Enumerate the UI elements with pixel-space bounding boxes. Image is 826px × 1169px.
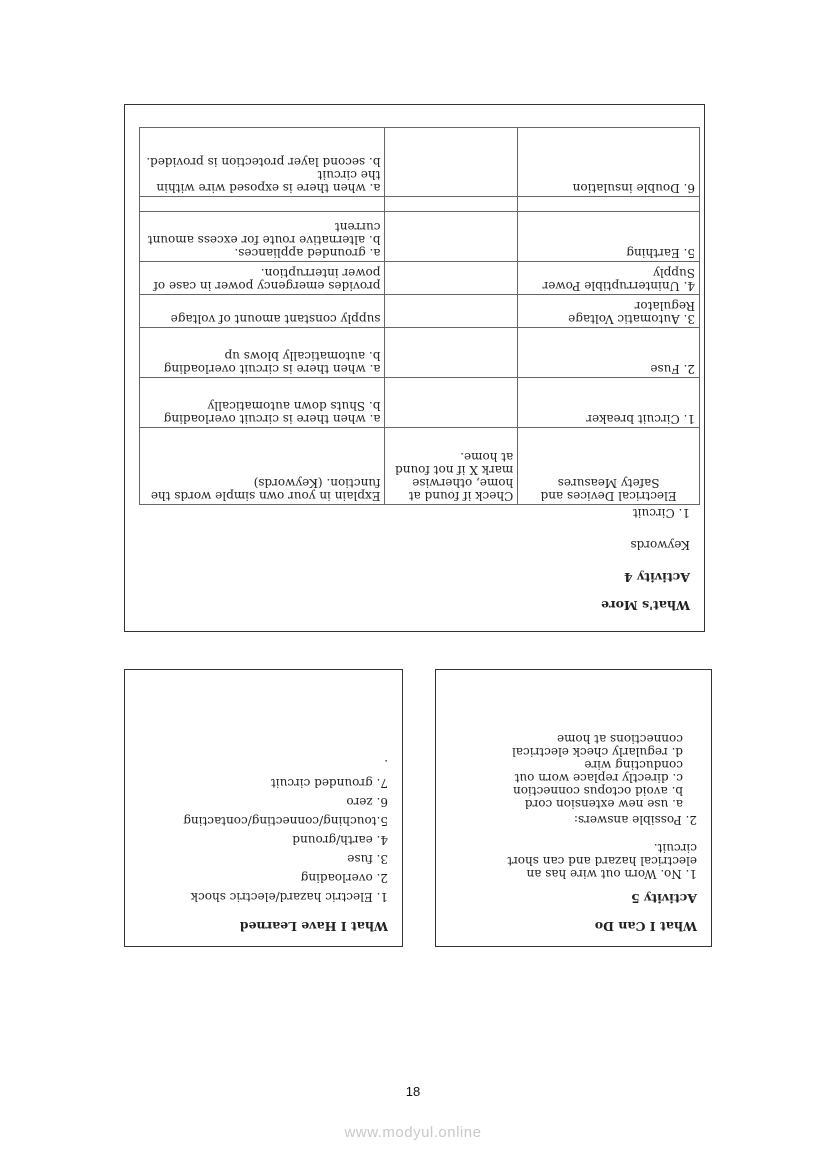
activity-4-title: Activity 4 [624,570,690,585]
table-row [140,212,700,262]
keyword-item: 1. Circuit [632,506,690,520]
answer-1: 1. No. Worn out wire has an electrical hazard and can short circuit. [507,841,697,881]
activity-5-title: Activity 5 [631,891,697,906]
explain-cell: a. when there is exposed wire within the circuit b. second layer protection is provided. [140,128,385,197]
explain-cell: a. when there is circuit overloading b. Shuts down automatically [140,378,385,428]
keywords-label: Keywords [630,538,690,552]
table-header-row [140,428,700,505]
list-item: 3. fuse [347,852,388,866]
list-item: b. avoid octopus connection [512,784,683,798]
list-item: c. directly replace worn out conducting wire [514,758,683,785]
can-do-title: What I Can Do [594,919,697,934]
list-item: 5.touching/connecting/contacting [183,814,388,828]
table-row [140,197,700,212]
list-item: . [384,757,388,771]
table-row [140,262,700,295]
explain-cell [140,197,385,212]
check-cell[interactable] [385,197,518,212]
list-item: 4. earth/ground [292,833,388,847]
device-cell: 3. Automatic Voltage Regulator [518,295,700,328]
what-i-have-learned-box [124,669,403,947]
list-item: 1. Electric hazard/electric shock [190,890,388,904]
list-item: d. regularly check electrical connections at home [512,732,683,759]
page-number: 18 [405,1084,421,1099]
check-cell[interactable] [385,128,518,197]
watermark: www.modyul.online [344,1124,482,1141]
device-cell: 4. Uninterruptible Power Supply [518,262,700,295]
explain-cell: a. grounded appliances. b. alternative route for excess amount current [140,212,385,262]
header-explain: Explain in your own simple words the function. (Keywords) [140,428,385,505]
safety-devices-table [139,127,700,505]
learned-list [183,754,388,906]
answer-2-list [473,732,683,810]
header-check: Check if found at home, otherwise mark X if not found at home. [385,428,518,505]
answer-2-label: 2. Possible answers: [573,813,697,827]
check-cell[interactable] [385,378,518,428]
explain-cell: provides emergency power in case of power interruption. [140,262,385,295]
list-item: 7. grounded circuit [270,776,388,790]
check-cell[interactable] [385,295,518,328]
whats-more-title: What's More [601,598,690,613]
explain-cell: a. when there is circuit overloading b. automatically blows up [140,328,385,378]
device-cell: 5. Earthing [518,212,700,262]
check-cell[interactable] [385,328,518,378]
check-cell[interactable] [385,262,518,295]
list-item: 2. overloading [300,871,388,885]
list-item: 6. zero [346,795,388,809]
check-cell[interactable] [385,212,518,262]
device-cell: 6. Double insulation [518,128,700,197]
list-item: a. use new extension cord [524,797,683,811]
table-row [140,378,700,428]
device-cell: 1. Circuit breaker [518,378,700,428]
what-i-can-do-box [435,669,712,947]
table-row [140,295,700,328]
device-cell: 2. Fuse [518,328,700,378]
table-row [140,328,700,378]
learned-title: What I Have Learned [239,919,388,934]
header-devices: Electrical Devices and Safety Measures [518,428,700,505]
device-cell [518,197,700,212]
table-row [140,128,700,197]
explain-cell: supply constant amount of voltage [140,295,385,328]
